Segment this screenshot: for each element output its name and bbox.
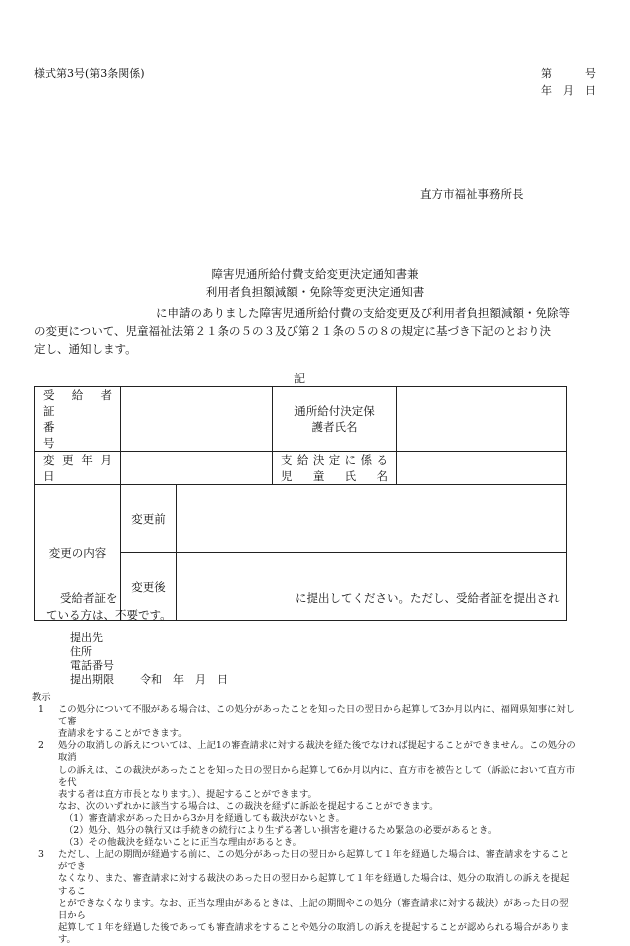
issue-date: 年 月 日 bbox=[541, 84, 596, 97]
appeal-notice-heading: 教示 bbox=[32, 692, 51, 703]
submission-phone: 電話番号 bbox=[70, 659, 114, 672]
appeal-notice bbox=[32, 692, 577, 946]
change-before-value bbox=[177, 485, 566, 552]
guardian-name-value bbox=[397, 387, 567, 452]
submit-line-2: ている方は、不要です。 bbox=[46, 608, 172, 622]
change-before-row bbox=[121, 485, 567, 553]
submission-deadline-value: 令和 年 月 日 bbox=[140, 673, 228, 686]
guardian-name-label: 通所給付決定保 護者氏名 bbox=[273, 387, 397, 452]
submit-line-1b: に提出してください。ただし、受給者証を提出され bbox=[295, 591, 560, 605]
submit-line-1a: 受給者証を bbox=[60, 591, 118, 605]
change-after-value bbox=[177, 553, 566, 620]
change-after-row bbox=[121, 553, 567, 621]
title-line-1: 障害児通所給付費支給変更決定通知書兼 bbox=[211, 267, 419, 281]
notice-item-1: 1 この処分について不服がある場合は、この処分があったことを知った日の翌日から起算して3か月以内に、福岡県知事に対して審 査請求をすることができます。 bbox=[38, 704, 575, 740]
ki-heading: 記 bbox=[294, 372, 305, 385]
form-number: 様式第3号(第3条関係) bbox=[34, 67, 145, 80]
submission-destination: 提出先 bbox=[70, 631, 103, 644]
notice-form-table bbox=[34, 386, 567, 621]
intro-line-3: 定し、通知します。 bbox=[34, 342, 137, 356]
submission-deadline-label: 提出期限 bbox=[70, 673, 114, 686]
child-name-label: 支給決定に係る 児 童 氏 名 bbox=[273, 452, 397, 485]
notice-item-2: 2 処分の取消しの訴えについては、上記1の審査請求に対する裁決を経た後でなければ提起することができません。この処分の取消 しの訴えは、この裁決があったことを知った日の翌日から起算して6か月以内に、直方市を被告として（訴訟において直方市を代 表する者は直方市長となります。）、提起することができます。 なお、次のいずれかに該当する場合は、この裁決を経ずに訴訟を提起することができます。 （1）審査請求があった日から3か月を経過しても裁決がないとき。 （2）処分、処分の執行又は手続きの続行により生ずる著しい損害を避けるため緊急の必要があるとき。 （3）その他裁決を経ないことに正当な理由があるとき。 bbox=[38, 740, 576, 849]
intro-line-1: に申請のありました障害児通所給付費の支給変更及び利用者負担額減額・免除等 bbox=[156, 306, 570, 320]
submission-address: 住所 bbox=[70, 645, 92, 658]
title-line-2: 利用者負担額減額・免除等変更決定通知書 bbox=[205, 285, 425, 299]
issuer-name: 直方市福祉事務所長 bbox=[420, 187, 524, 201]
change-before-label: 変更前 bbox=[121, 485, 177, 552]
recipient-cert-number-value bbox=[121, 387, 273, 452]
notice-item-3: 3 ただし、上記の期間が経過する前に、この処分があった日の翌日から起算して１年を経過した場合は、審査請求をすることができ なくなり、また、審査請求に対する裁決のあった日の翌日から起算して１年を経過した場合は、処分の取消しの訴えを提起するこ とができなくなります。なお、正当な理由があるときは、上記の期間やこの処分（審査請求に対する裁決）があった日の翌日から 起算して１年を経過した後であっても審査請求をすることや処分の取消しの訴えを提起することが認められる場合があります。 bbox=[38, 849, 570, 945]
recipient-cert-number-label: 受 給 者 証 番 号 bbox=[35, 387, 121, 452]
intro-line-2: の変更について、児童福祉法第２１条の５の３及び第２１条の５の８の規定に基づき下記のとおり決 bbox=[34, 324, 552, 338]
change-after-label: 変更後 bbox=[121, 553, 177, 620]
change-content-label: 変更の内容 bbox=[35, 485, 121, 621]
change-date-label: 変 更 年 月 日 bbox=[35, 452, 121, 485]
change-date-value bbox=[121, 452, 273, 485]
child-name-value bbox=[397, 452, 567, 485]
document-number: 第 号 bbox=[541, 67, 596, 80]
